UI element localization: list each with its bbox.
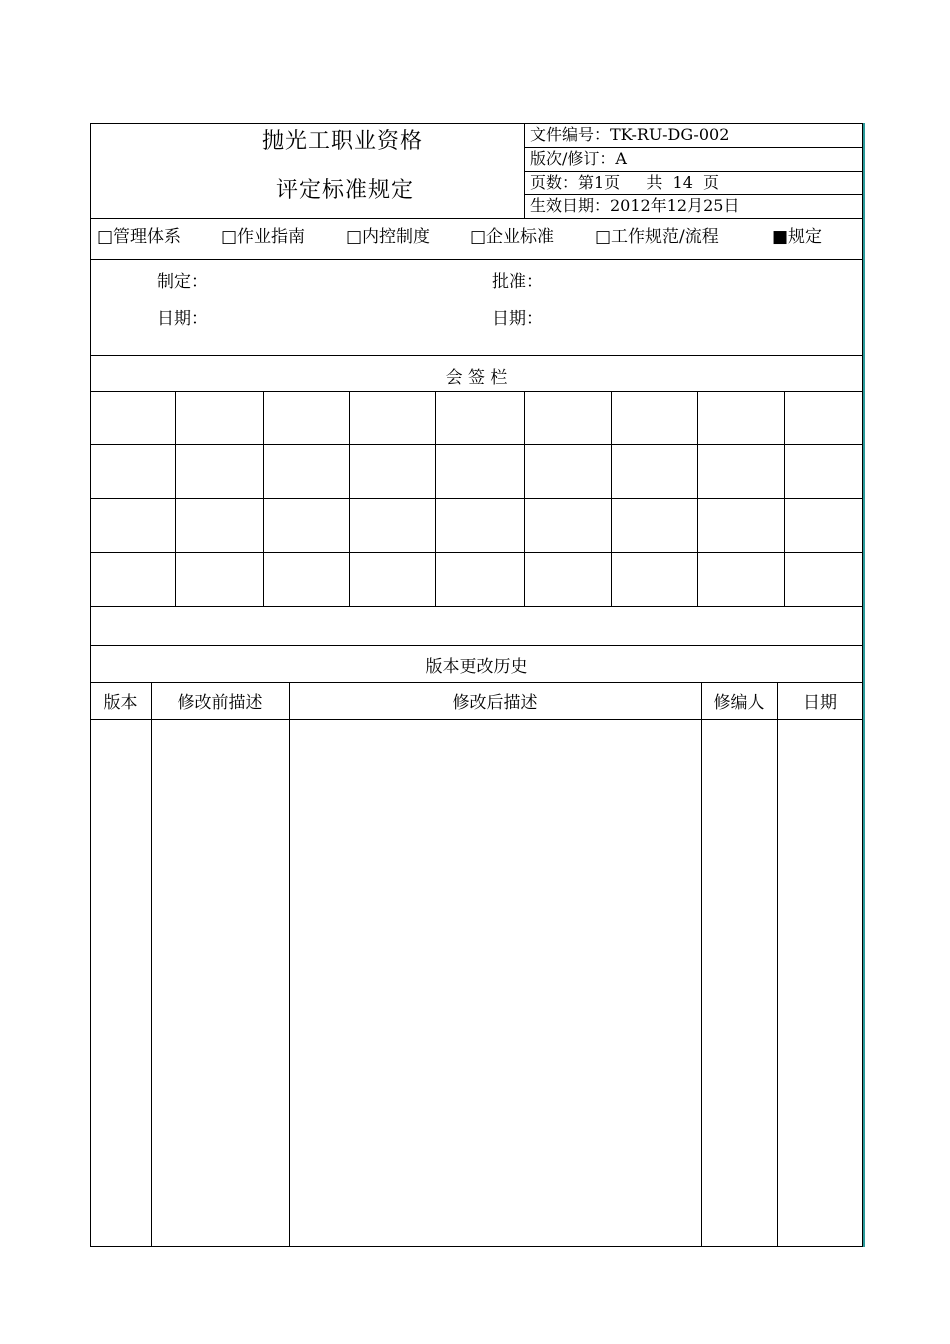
history-col-editor: 修编人 [713,693,765,713]
approval-bottom [90,355,863,356]
signoff-title: 会 签 栏 [445,368,508,388]
history-col-line-4 [777,682,778,1247]
signoff-col-line-4 [435,391,436,607]
made-date-label: 日期： [157,309,208,329]
meta-line-1 [524,147,863,148]
category-work-procedure: □工作规范/流程 [595,227,719,247]
signoff-row-line-3 [90,552,863,553]
category-bottom [90,259,863,260]
spacer-row-bottom [90,645,863,646]
history-title: 版本更改历史 [425,657,528,677]
effective-date: 生效日期：2012年12月25日 [530,196,740,215]
history-col-date: 日期 [803,693,837,713]
document-form [90,123,864,1247]
category-enterprise-standard: □企业标准 [470,227,555,247]
history-col-line-2 [289,682,290,1247]
revision: 版次/修订：A [530,149,627,168]
category-regulation: ■规定 [772,227,823,247]
frame-top [90,123,863,124]
title-line-1: 抛光工职业资格 [262,129,424,154]
history-col-after: 修改后描述 [452,693,538,713]
page-count: 页数：第1页 共 14 页 [530,173,720,192]
signoff-col-line-5 [524,391,525,607]
meta-line-3 [524,194,863,195]
signoff-row-line-2 [90,498,863,499]
signoff-row-line-1 [90,444,863,445]
history-header-bottom [90,719,863,720]
signoff-title-bottom [90,391,863,392]
signoff-col-line-8 [784,391,785,607]
approved-date-label: 日期： [492,309,543,329]
signoff-col-line-3 [349,391,350,607]
title-line-2: 评定标准规定 [276,178,415,203]
history-title-bottom [90,682,863,683]
signoff-col-line-1 [175,391,176,607]
frame-bottom [90,1246,863,1247]
signoff-col-line-2 [263,391,264,607]
signoff-grid-bottom [90,606,863,607]
history-col-version: 版本 [103,693,138,713]
meta-line-2 [524,171,863,172]
category-management-system: □管理体系 [97,227,182,247]
doc-number: 文件编号：TK-RU-DG-002 [530,125,730,144]
signoff-col-line-6 [611,391,612,607]
header-bottom [90,218,863,219]
history-col-line-1 [151,682,152,1247]
approved-by-label: 批准： [492,272,543,292]
right-edge-accent [863,123,865,1247]
category-work-guide: □作业指南 [221,227,306,247]
history-col-line-3 [701,682,702,1247]
made-by-label: 制定： [157,272,208,292]
history-col-before: 修改前描述 [177,693,263,713]
signoff-col-line-7 [697,391,698,607]
category-internal-control: □内控制度 [346,227,431,247]
frame-left [90,123,91,1247]
